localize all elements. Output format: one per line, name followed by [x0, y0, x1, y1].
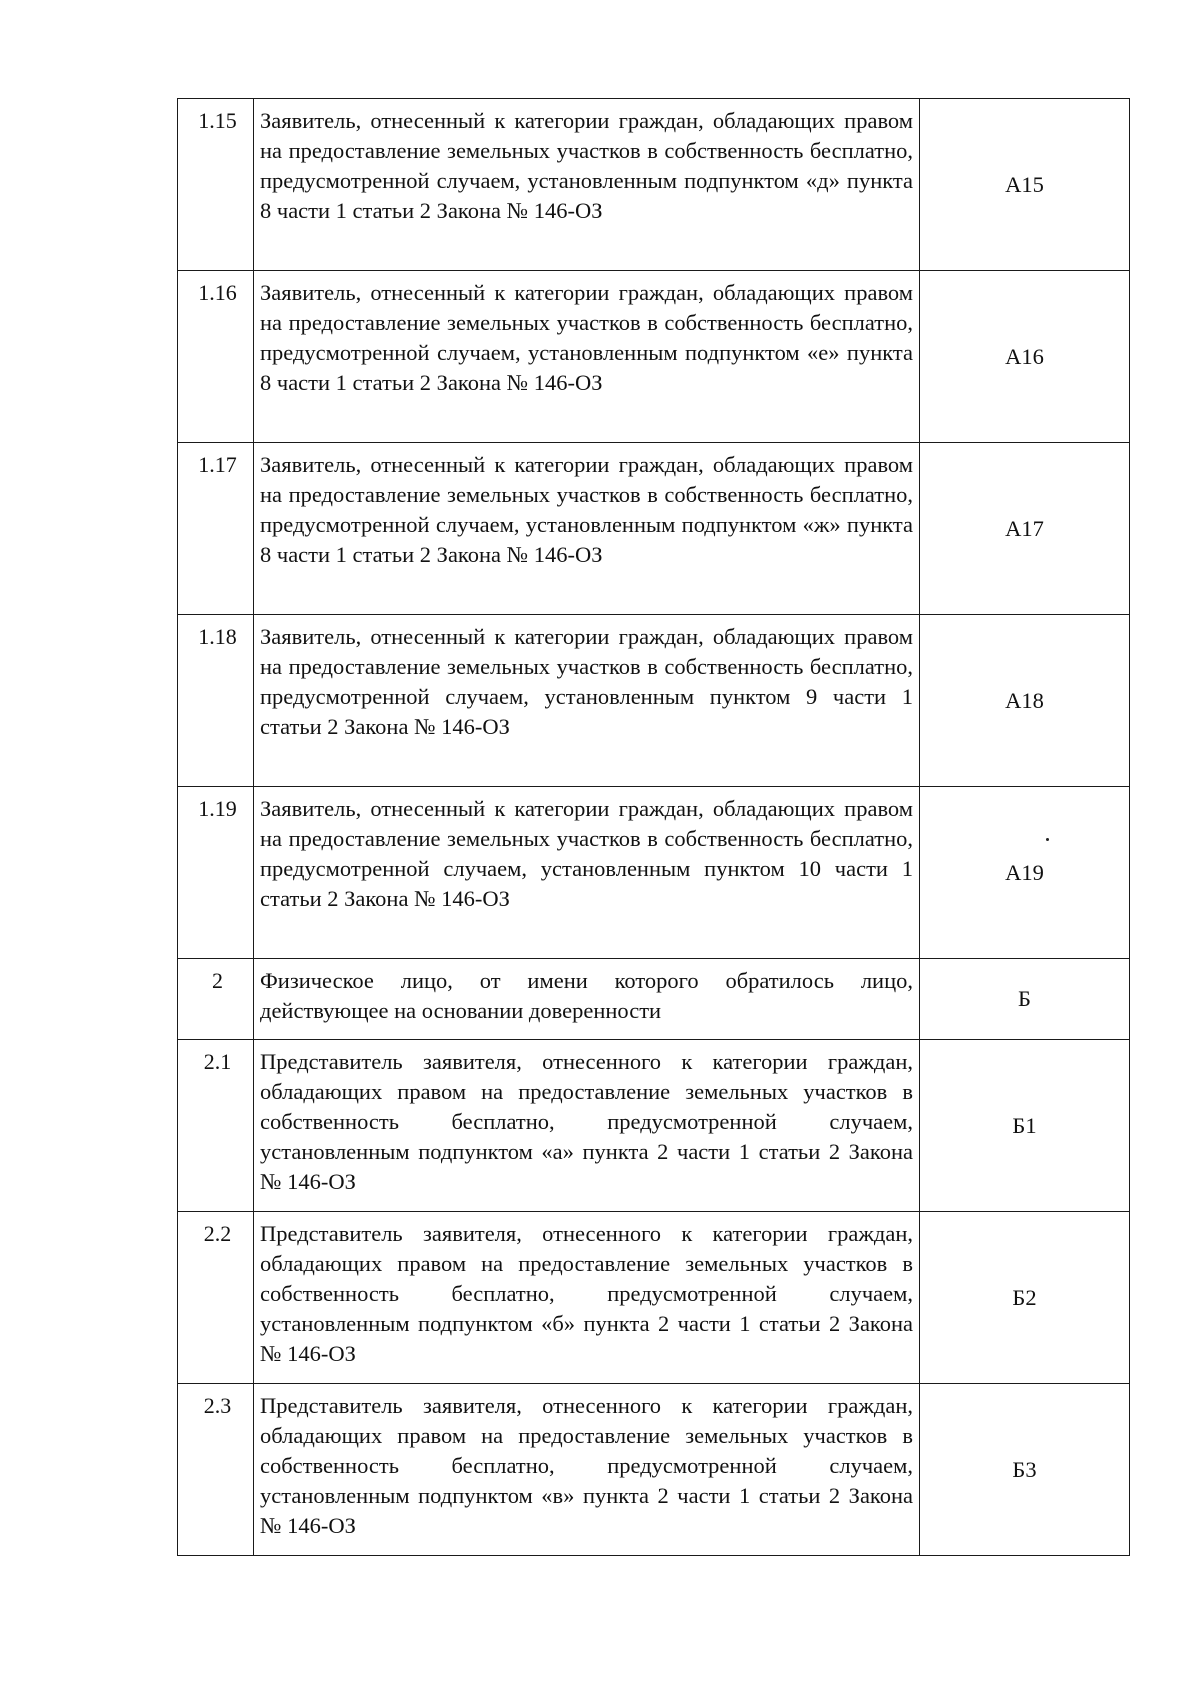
row-description: Представитель заявителя, отнесенного к категории граждан, обладающих правом на предоставление земельных участков в собственность бесплатно, предусмотренной случаем, установленным подпунктом «б» пункта 2 части 1 статьи 2 Закона № 146-ОЗ [254, 1212, 920, 1384]
row-code: Б [920, 959, 1130, 1040]
row-description: Представитель заявителя, отнесенного к категории граждан, обладающих правом на предоставление земельных участков в собственность бесплатно, предусмотренной случаем, установленным подпунктом «а» пункта 2 части 1 статьи 2 Закона № 146-ОЗ [254, 1040, 920, 1212]
row-description: Заявитель, отнесенный к категории граждан, обладающих правом на предоставление земельных участков в собственность бесплатно, предусмотренной случаем, установленным подпунктом «д» пункта 8 части 1 статьи 2 Закона № 146-ОЗ [254, 99, 920, 271]
table-row [178, 1212, 1130, 1384]
row-number: 1.19 [178, 787, 254, 959]
applicant-category-table [177, 98, 1130, 1556]
table-row [178, 787, 1130, 959]
row-code: А19 [920, 787, 1130, 959]
row-number: 2.3 [178, 1384, 254, 1556]
row-code: Б1 [920, 1040, 1130, 1212]
row-code: А16 [920, 271, 1130, 443]
table-row [178, 443, 1130, 615]
row-description: Заявитель, отнесенный к категории граждан, обладающих правом на предоставление земельных участков в собственность бесплатно, предусмотренной случаем, установленным пунктом 9 части 1 статьи 2 Закона № 146-ОЗ [254, 615, 920, 787]
scan-speck [1046, 838, 1049, 841]
row-number: 1.18 [178, 615, 254, 787]
row-number: 2 [178, 959, 254, 1040]
row-description: Представитель заявителя, отнесенного к категории граждан, обладающих правом на предоставление земельных участков в собственность бесплатно, предусмотренной случаем, установленным подпунктом «в» пункта 2 части 1 статьи 2 Закона № 146-ОЗ [254, 1384, 920, 1556]
table-row [178, 959, 1130, 1040]
row-code: Б2 [920, 1212, 1130, 1384]
row-number: 1.17 [178, 443, 254, 615]
row-description: Заявитель, отнесенный к категории граждан, обладающих правом на предоставление земельных участков в собственность бесплатно, предусмотренной случаем, установленным пунктом 10 части 1 статьи 2 Закона № 146-ОЗ [254, 787, 920, 959]
row-description: Заявитель, отнесенный к категории граждан, обладающих правом на предоставление земельных участков в собственность бесплатно, предусмотренной случаем, установленным подпунктом «ж» пункта 8 части 1 статьи 2 Закона № 146-ОЗ [254, 443, 920, 615]
row-code: А15 [920, 99, 1130, 271]
table-row [178, 99, 1130, 271]
row-description: Заявитель, отнесенный к категории граждан, обладающих правом на предоставление земельных участков в собственность бесплатно, предусмотренной случаем, установленным подпунктом «е» пункта 8 части 1 статьи 2 Закона № 146-ОЗ [254, 271, 920, 443]
table-row [178, 271, 1130, 443]
row-description: Физическое лицо, от имени которого обратилось лицо, действующее на основании доверенности [254, 959, 920, 1040]
row-code: Б3 [920, 1384, 1130, 1556]
row-code: А18 [920, 615, 1130, 787]
row-number: 1.16 [178, 271, 254, 443]
row-code: А17 [920, 443, 1130, 615]
table-row [178, 615, 1130, 787]
row-number: 1.15 [178, 99, 254, 271]
table-row [178, 1040, 1130, 1212]
table-row [178, 1384, 1130, 1556]
row-number: 2.2 [178, 1212, 254, 1384]
row-number: 2.1 [178, 1040, 254, 1212]
